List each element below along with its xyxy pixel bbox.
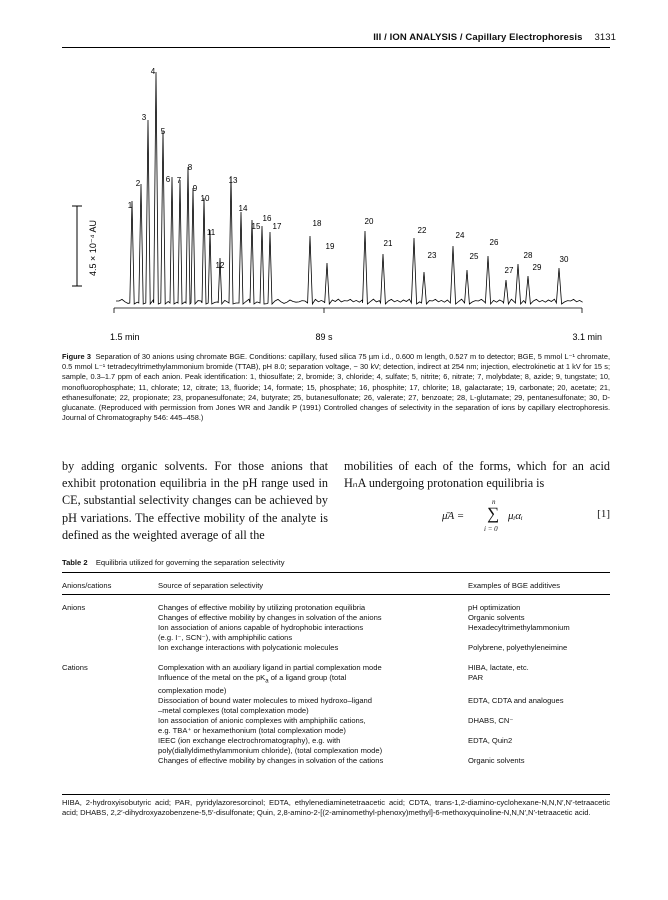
table-row bbox=[62, 623, 610, 633]
table-bottom-rule bbox=[62, 794, 610, 795]
peak-label-7: 7 bbox=[176, 176, 182, 185]
table-cell-example: Organic solvents bbox=[468, 612, 525, 622]
absorbance-scale-bar bbox=[72, 206, 82, 286]
peak-label-30: 30 bbox=[559, 255, 569, 264]
table-cell-source: Changes of effective mobility by changes in solvation of the cations bbox=[158, 756, 384, 766]
peak-label-29: 29 bbox=[532, 263, 542, 272]
table-row bbox=[62, 613, 610, 623]
peak-label-24: 24 bbox=[455, 231, 465, 240]
table-top-rule bbox=[62, 572, 610, 573]
table-footnote: HIBA, 2-hydroxyisobutyric acid; PAR, pyridylazoresorcinol; EDTA, ethylenediaminetetraacetic acid; CDTA, trans-1,2-diamino-cyclohexane-N,N,N′,N′-tetraacetic acid; DHABS, 2,2′-dihydroxyazobenzene-5,5′-disulfonate; Quin, 2,8-amino-2-[(2-aminomethyl-phenoxy)methyl]-6-methoxyquinoline-N,N,N′,N′-tetraacetic acid. bbox=[62, 798, 610, 818]
figure-caption-text: Separation of 30 anions using chromate BGE. Conditions: capillary, fused silica 75 µm i.d., 0.600 m length, 0.527 m to detector; BGE, 5 mmol L⁻¹ chromate, 0.5 mmol L⁻¹ tetradecyltrimethylammonium bromide (TTAB), pH 8.0; separation voltage, − 30 kV; detection, indirect at 254 nm; injection, electrokinetic at 1 kV for 15 s; sample, 0.3–1.7 ppm of each anion. Peak identification: 1, thiosulfate; 2, bromide; 3, chloride; 4, sulfate; 5, nitrite; 6, nitrate; 7, molybdate; 8, azide; 9, tungstate; 10, monofluorophosphate; 11, chlorate; 12, citrate; 13, fluoride; 14, formate; 15, phosphate; 16, phosphite; 17, chlorite; 18, galactarate; 19, carbonate; 20, acetate; 21, ethanesulfonate; 22, propionate; 23, propanesulfonate; 24, butyrate; 25, butanesulfonate; 26, valerate; 27, benzoate; 28, L-glutamate; 29, pentanesulfonate; 30, D-glucanate. (Reproduced with permission from Jones WR and Jandik P (1991) Controlled changes of selectivity in the separation of ions by capillary electrophoresis. Journal of Chromatography 546: 445–458.) bbox=[62, 352, 611, 423]
table-cell-example: EDTA, Quin2 bbox=[468, 736, 513, 746]
group-label-anions: Anions bbox=[62, 602, 86, 612]
header-rule bbox=[62, 47, 610, 48]
peak-label-13: 13 bbox=[228, 176, 238, 185]
table-cell-example: HIBA, lactate, etc. bbox=[468, 662, 529, 672]
table-caption bbox=[62, 558, 285, 567]
table-cell-source: Complexation with an auxiliary ligand in partial complexation mode bbox=[158, 662, 382, 672]
running-header bbox=[373, 32, 616, 43]
table-row bbox=[62, 686, 610, 696]
table-cell-example: DHABS, CN⁻ bbox=[468, 716, 514, 726]
table-row bbox=[62, 756, 610, 766]
absorbance-scale-label: 4.5 × 10⁻⁴ AU bbox=[88, 220, 98, 276]
table-row bbox=[62, 643, 610, 653]
table-cell-source: Influence of the metal on the $pK_a$ of a ligand group (total bbox=[158, 672, 347, 685]
table-cell-example: EDTA, CDTA and analogues bbox=[468, 696, 564, 706]
body-text-column-right: mobilities of each of the forms, which for an acid HₙA undergoing protonation equilibria is bbox=[344, 459, 610, 491]
peak-label-18: 18 bbox=[312, 219, 322, 228]
table-cell-example: pH optimization bbox=[468, 602, 521, 612]
peak-label-22: 22 bbox=[417, 226, 427, 235]
peak-label-1: 1 bbox=[127, 201, 133, 210]
equation-number: [1] bbox=[597, 508, 610, 520]
table-row bbox=[62, 716, 610, 726]
table-cell-example bbox=[468, 726, 610, 736]
table-row bbox=[62, 673, 610, 687]
table-caption-text: Equilibria utilized for governing the separation selectivity bbox=[95, 558, 285, 567]
equation-sum-upper: n bbox=[492, 498, 496, 506]
equation-rhs: μᵢαᵢ bbox=[508, 510, 523, 522]
time-label-start: 1.5 min bbox=[110, 332, 140, 342]
peak-label-11: 11 bbox=[206, 228, 216, 237]
peak-label-16: 16 bbox=[262, 214, 272, 223]
table-caption-label: Table 2 bbox=[62, 558, 88, 567]
table-cell-source: poly(diallyldimethylammonium chloride), (total complexation mode) bbox=[158, 746, 383, 756]
table-cell-example: Polybrene, polyethyleneimine bbox=[468, 642, 568, 652]
group-label-cations: Cations bbox=[62, 662, 88, 672]
column-header-source: Source of separation selectivity bbox=[158, 581, 264, 590]
peak-label-8: 8 bbox=[187, 163, 193, 172]
table-row bbox=[62, 726, 610, 736]
peak-label-15: 15 bbox=[251, 222, 261, 231]
figure-caption-label: Figure 3 bbox=[62, 352, 91, 361]
peak-label-9: 9 bbox=[192, 184, 198, 193]
time-label-end: 3.1 min bbox=[572, 332, 602, 342]
page-number: 3131 bbox=[594, 32, 616, 43]
table-cell-example: Organic solvents bbox=[468, 756, 525, 766]
table-cell-source: complexation mode) bbox=[158, 686, 227, 696]
table-cell-source: Dissociation of bound water molecules to mixed hydroxo–ligand bbox=[158, 696, 373, 706]
table-cell-source: e.g. TBA⁺ or hexamethonium (total complexation mode) bbox=[158, 726, 346, 736]
figure-caption bbox=[62, 352, 610, 423]
peak-label-26: 26 bbox=[489, 238, 499, 247]
table-cell-example: Hexadecyltrimethylammonium bbox=[468, 622, 570, 632]
peak-label-23: 23 bbox=[427, 251, 437, 260]
peak-label-28: 28 bbox=[523, 251, 533, 260]
column-header-examples: Examples of BGE additives bbox=[468, 581, 561, 590]
peak-label-19: 19 bbox=[325, 242, 335, 251]
table-cell-source: –metal complexes (total complexation mode) bbox=[158, 706, 309, 716]
table-cell-source: IEEC (ion exchange electrochromatography), e.g. with bbox=[158, 736, 341, 746]
peak-label-10: 10 bbox=[200, 194, 210, 203]
peak-label-4: 4 bbox=[150, 67, 156, 76]
equation-1 bbox=[440, 498, 612, 538]
peak-label-5: 5 bbox=[160, 127, 166, 136]
equation-sum-symbol: ∑ bbox=[487, 504, 500, 523]
body-text-column-left: by adding organic solvents. For those anions that exhibit protonation equilibria in the pH range used in CE, substantial selectivity changes can be achieved by pH variations. The effective mobility of the analyte is defined as the weighted average of all the bbox=[62, 459, 328, 542]
table-cell-example bbox=[468, 633, 610, 643]
peak-label-17: 17 bbox=[272, 222, 282, 231]
peak-label-21: 21 bbox=[383, 239, 393, 248]
table-cell-source: Changes of effective mobility by changes in solvation of the anions bbox=[158, 612, 382, 622]
peak-label-3: 3 bbox=[141, 113, 147, 122]
peak-label-27: 27 bbox=[504, 266, 514, 275]
table-row bbox=[62, 706, 610, 716]
table-row bbox=[62, 746, 610, 756]
table-row bbox=[62, 663, 610, 673]
table-cell-example bbox=[468, 706, 610, 716]
electropherogram-figure bbox=[62, 58, 612, 343]
table-cell-source: (e.g. I⁻, SCN⁻), with amphiphilic cations bbox=[158, 632, 293, 642]
peak-label-14: 14 bbox=[238, 204, 248, 213]
equation-lhs: μ̄A = bbox=[442, 510, 465, 522]
table-cell-example: PAR bbox=[468, 672, 484, 682]
selectivity-table bbox=[62, 577, 610, 766]
table-cell-example bbox=[468, 686, 610, 696]
peak-label-6: 6 bbox=[165, 175, 171, 184]
table-cell-example bbox=[468, 746, 610, 756]
column-header-ions: Anions/cations bbox=[62, 581, 112, 590]
table-row bbox=[62, 696, 610, 706]
peak-label-25: 25 bbox=[469, 252, 479, 261]
peak-label-20: 20 bbox=[364, 217, 374, 226]
table-cell-source: Changes of effective mobility by utilizing protonation equilibria bbox=[158, 602, 366, 612]
table-header-row bbox=[62, 577, 610, 595]
time-label-middle: 89 s bbox=[315, 332, 333, 342]
table-cell-source: Ion association of anions capable of hydrophobic interactions bbox=[158, 622, 364, 632]
equation-sum-lower: i = 0 bbox=[484, 525, 498, 533]
peak-label-2: 2 bbox=[135, 179, 141, 188]
table-row bbox=[62, 633, 610, 643]
table-row bbox=[62, 603, 610, 613]
running-header-title: III / ION ANALYSIS / Capillary Electrophoresis bbox=[373, 32, 583, 43]
table-cell-source: Ion association of anionic complexes with amphiphilic cations, bbox=[158, 716, 366, 726]
peak-label-12: 12 bbox=[215, 261, 225, 270]
time-axis-ticks bbox=[114, 308, 582, 313]
table-row bbox=[62, 736, 610, 746]
table-cell-source: Ion exchange interactions with polycationic molecules bbox=[158, 642, 339, 652]
